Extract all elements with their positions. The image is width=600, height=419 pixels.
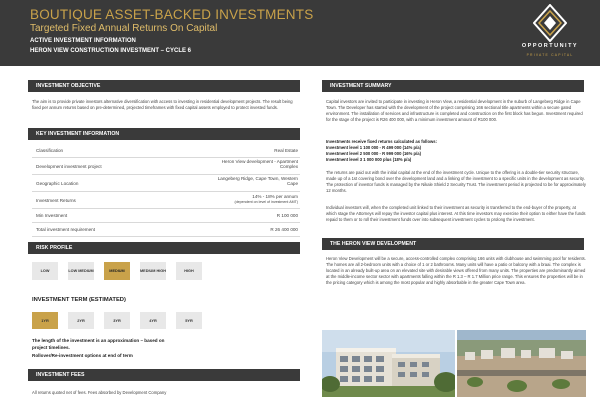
key-info-value: Heron View development - Apartment Complex — [221, 159, 298, 170]
key-info-value: R 100 000 — [276, 213, 298, 218]
returns-title: Investments receive fixed returns calculated as follows: — [326, 139, 438, 144]
key-info-value: R 26 400 000 — [270, 227, 298, 232]
returns-level-2: Investment level 2 500 000 - R 999 000 (16% p/a) — [326, 151, 421, 156]
rollover-note: Rollover/Re-investment options at end of term — [32, 353, 133, 358]
company-logo — [505, 2, 595, 64]
key-info-row — [32, 144, 300, 158]
apartment-building-photo — [322, 330, 455, 397]
page-subtitle: Targeted Fixed Annual Returns On Capital — [30, 23, 218, 34]
key-info-label: Geographic Location — [36, 181, 79, 186]
logo-tagline: PRIVATE CAPITAL — [526, 53, 574, 57]
key-info-label: Min Investment — [36, 213, 68, 218]
risk-level-high: HIGH — [176, 262, 202, 280]
term-option-3yr: 3YR — [104, 312, 130, 329]
risk-level-medium-high: MEDIUM HIGH — [140, 262, 166, 280]
heron-text: Heron View Development will be a secure, access-controlled complex comprising 166 units with clubhouse and swimming pool for residents. The homes are all 2-bedroom units with a choice of 1 or 2 bathrooms. Many units will have a patio or balcony with a braai. The complex is located in an already built-up area on an elevated site with desirable views offered from many units. The properties are predominantly aimed at the middle-income sector sector with apartments falling within the R 1.3 – R 1.7 Million price range. This ensures the properties will be in the pricing category which is among the most popular and highly absorbable in the greater Cape Town area. — [326, 256, 586, 285]
summary-heading: INVESTMENT SUMMARY — [322, 80, 584, 92]
key-info-label: Total investment requirement — [36, 227, 95, 232]
key-info-label: Investment Returns — [36, 198, 76, 203]
summary-intro: Capital investors are invited to participate in investing in Heron View, a residential development in the suburb of Langeberg Ridge in Cape Town. The Developer has started with the development of the project comprising 166 sectional title apartments within a secure gated environment. The installation of services and infrastructure is completed and construction on the first block has begun. Investment required for the stage of the project is R26 400 000, with a minimum investment amount of R100 000. — [326, 99, 583, 122]
term-note: The length of the investment is an approximation – based on — [32, 338, 165, 343]
term-option-2yr: 2YR — [68, 312, 94, 329]
key-info-row — [32, 175, 300, 192]
risk-heading: RISK PROFILE — [28, 242, 300, 254]
key-info-row — [32, 192, 300, 209]
key-info-label: Development investment project — [36, 164, 102, 169]
key-info-row — [32, 158, 300, 175]
risk-level-low-medium: LOW MEDIUM — [68, 262, 94, 280]
fees-heading: INVESTMENT FEES — [28, 369, 300, 381]
diamond-logo-icon — [533, 4, 567, 42]
returns-level-1: Investment level 1 100 000 - R 499 000 (14% p/a) — [326, 145, 421, 150]
logo-name: OPPORTUNITY — [521, 43, 579, 49]
key-info-heading: KEY INVESTMENT INFORMATION — [28, 128, 300, 140]
development-aerial-photo — [457, 330, 586, 397]
risk-level-low: LOW — [32, 262, 58, 280]
key-info-label: Classification — [36, 148, 64, 153]
objective-heading: INVESTMENT OBJECTIVE — [28, 80, 300, 92]
term-note-cont: project timelines. — [32, 345, 70, 350]
summary-returns-text: The returns are paid out with the initial capital at the end of the investment cycle. Unique to the offering is a double-tier security structure, made up of a 1st covering bond over the development land and a linking of the investment to a specific units in the development as security. The protection of investor funds is managed by the Nikale Shield 2 Security Trust. The investment period is projected to be for approximately 12 months. — [326, 170, 586, 193]
risk-level-medium: MEDIUM — [104, 262, 130, 280]
page-title: BOUTIQUE ASSET-BACKED INVESTMENTS — [30, 7, 314, 22]
returns-level-3: Investment level 3 1 000 000 plus (18% p/a) — [326, 157, 412, 162]
key-info-row — [32, 209, 300, 223]
header-line-2: HERON VIEW CONSTRUCTION INVESTMENT – CYCLE 6 — [30, 48, 192, 54]
key-info-value: Langeberg Ridge, Cape Town, Western Cape — [217, 176, 298, 187]
fees-text: All returns quoted net of fees. Fees absorbed by Development Company — [32, 390, 167, 395]
objective-text: The aim is to provide private investors alternative diversification with access to investing in residential development projects. The result being fixed per annum returns based on pre-determined, projected timeframes with fixed capital assets employed to protect invested funds. — [32, 99, 293, 110]
heron-heading: THE HERON VIEW DEVELOPMENT — [322, 238, 584, 250]
key-info-value: 14% - 18% per annum — [252, 194, 298, 199]
term-heading: INVESTMENT TERM (ESTIMATED) — [32, 297, 126, 303]
term-option-1yr: 1YR — [32, 312, 58, 329]
key-info-row — [32, 223, 300, 237]
key-info-value-note: (dependent on level of investment AMT) — [234, 200, 298, 204]
term-option-5yr: 5YR — [176, 312, 202, 329]
page-header — [0, 0, 600, 66]
key-info-value: Real Estate — [274, 148, 298, 153]
header-line-1: ACTIVE INVESTMENT INFORMATION — [30, 38, 136, 44]
summary-repayment-text: Individual investors will, when the completed unit linked to their investment as security is transferred to the end-buyer of the property, at which stage the Attorneys will repay the investor capital plus interest. At this time investors may exercise their option to either have the funds repaid to them or to roll their investment funds over into subsequent investment cycles to prolong the investment. — [326, 205, 586, 222]
term-option-4yr: 4YR — [140, 312, 166, 329]
